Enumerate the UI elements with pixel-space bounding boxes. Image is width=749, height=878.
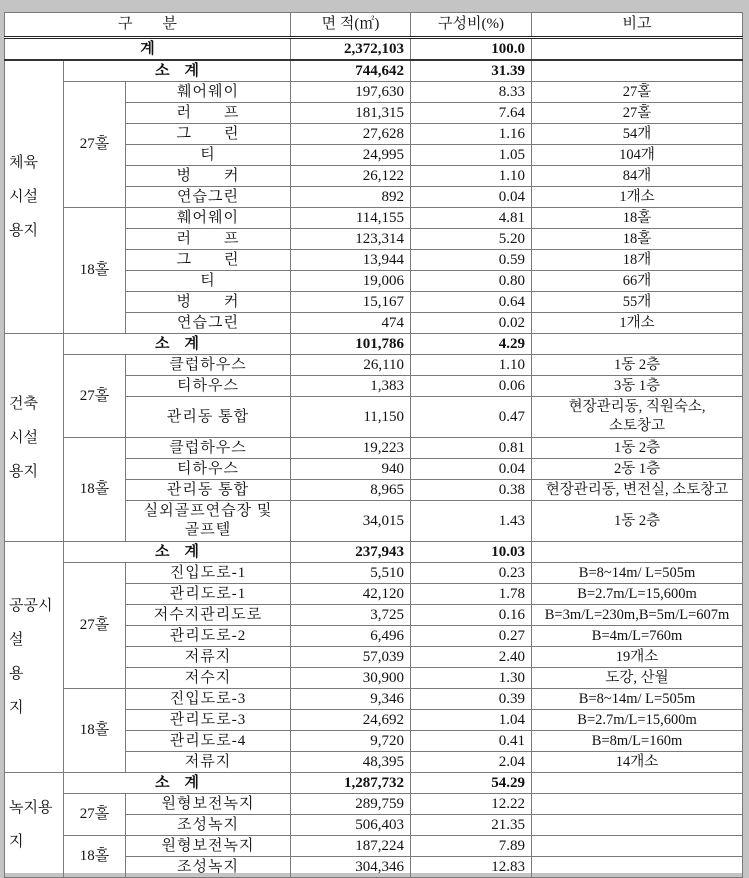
item-pct: 1.16 [411,124,532,145]
item-name: 벙 커 [126,166,291,187]
item-area: 289,759 [291,794,411,815]
group-label: 27홀 [64,82,126,208]
item-area: 26,122 [291,166,411,187]
item-pct: 4.81 [411,208,532,229]
table-row [5,208,743,229]
total-row [5,38,743,61]
item-pct: 1.30 [411,668,532,689]
item-name: 그 린 [126,250,291,271]
item-pct: 12.83 [411,857,532,878]
item-pct: 2.04 [411,752,532,773]
item-name: 저류지 [126,647,291,668]
item-name: 조성녹지 [126,857,291,878]
item-note: 현장관리동, 변전실, 소토창고 [532,480,743,501]
item-name: 관리도로-2 [126,626,291,647]
item-name: 티 [126,271,291,292]
item-area: 474 [291,313,411,334]
item-area: 27,628 [291,124,411,145]
item-pct: 0.02 [411,313,532,334]
item-pct: 1.05 [411,145,532,166]
item-note: 54개 [532,124,743,145]
item-area: 114,155 [291,208,411,229]
subtotal-label: 소 계 [64,60,291,82]
item-name: 저수지 [126,668,291,689]
item-name: 조성녹지 [126,815,291,836]
item-note: B=2.7m/L=15,600m [532,710,743,731]
header-ratio: 구성비(%) [411,13,532,38]
item-name: 관리동 통합 [126,397,291,438]
table-row [5,563,743,584]
item-note: B=2.7m/L=15,600m [532,584,743,605]
item-name: 러 프 [126,103,291,124]
item-area: 5,510 [291,563,411,584]
item-pct: 12.22 [411,794,532,815]
total-label: 계 [5,38,291,61]
item-name: 클럽하우스 [126,355,291,376]
header-row [5,13,743,38]
item-note: 66개 [532,271,743,292]
item-name: 훼어웨이 [126,208,291,229]
item-note: 1개소 [532,313,743,334]
item-note: 1개소 [532,187,743,208]
item-note: 27홀 [532,103,743,124]
item-name: 관리동 통합 [126,480,291,501]
item-name: 진입도로-3 [126,689,291,710]
subtotal-pct: 54.29 [411,773,532,794]
item-area: 123,314 [291,229,411,250]
item-note: B=8~14m/ L=505m [532,563,743,584]
item-name: 원형보전녹지 [126,836,291,857]
item-pct: 0.23 [411,563,532,584]
item-note: 55개 [532,292,743,313]
item-pct: 1.78 [411,584,532,605]
table-row [5,82,743,103]
section-label: 녹지용지 [5,773,64,878]
item-pct: 0.16 [411,605,532,626]
item-name: 러 프 [126,229,291,250]
item-note: 1동 2층 [532,438,743,459]
item-name: 훼어웨이 [126,82,291,103]
item-note: 14개소 [532,752,743,773]
item-name: 저류지 [126,752,291,773]
item-area: 9,346 [291,689,411,710]
table-row [5,794,743,815]
item-pct: 0.41 [411,731,532,752]
item-area: 9,720 [291,731,411,752]
total-pct: 100.0 [411,38,532,61]
item-pct: 21.35 [411,815,532,836]
group-label: 18홀 [64,208,126,334]
section-label: 건축 시설 용지 [5,334,64,542]
item-pct: 0.80 [411,271,532,292]
subtotal-row [5,773,743,794]
item-name: 벙 커 [126,292,291,313]
item-pct: 0.06 [411,376,532,397]
item-name: 티하우스 [126,459,291,480]
item-area: 8,965 [291,480,411,501]
section-label: 공공시설 용 지 [5,542,64,773]
item-name: 원형보전녹지 [126,794,291,815]
item-area: 940 [291,459,411,480]
item-area: 42,120 [291,584,411,605]
item-pct: 7.64 [411,103,532,124]
item-area: 181,315 [291,103,411,124]
group-label: 27홀 [64,563,126,689]
group-label: 27홀 [64,355,126,438]
item-area: 3,725 [291,605,411,626]
item-name: 그 린 [126,124,291,145]
item-pct: 1.04 [411,710,532,731]
item-note: 84개 [532,166,743,187]
item-pct: 0.81 [411,438,532,459]
item-pct: 0.04 [411,187,532,208]
item-note: 18홀 [532,208,743,229]
item-area: 1,383 [291,376,411,397]
subtotal-area: 101,786 [291,334,411,355]
item-area: 57,039 [291,647,411,668]
item-name: 실외골프연습장 및 골프텔 [126,501,291,542]
item-pct: 1.10 [411,355,532,376]
subtotal-note [532,773,743,794]
item-note: B=8~14m/ L=505m [532,689,743,710]
header-division: 구 분 [5,13,291,38]
subtotal-note [532,334,743,355]
item-note: 18홀 [532,229,743,250]
item-note [532,815,743,836]
item-note: B=8m/L=160m [532,731,743,752]
total-note [532,38,743,61]
item-pct: 0.38 [411,480,532,501]
item-area: 24,995 [291,145,411,166]
item-name: 티 [126,145,291,166]
item-note: 104개 [532,145,743,166]
item-pct: 0.64 [411,292,532,313]
item-area: 34,015 [291,501,411,542]
item-pct: 0.39 [411,689,532,710]
item-name: 관리도로-3 [126,710,291,731]
item-note: 2동 1층 [532,459,743,480]
item-name: 저수지관리도로 [126,605,291,626]
subtotal-pct: 10.03 [411,542,532,563]
land-use-table [4,12,743,878]
item-name: 연습그린 [126,187,291,208]
item-note: 3동 1층 [532,376,743,397]
item-pct: 1.43 [411,501,532,542]
subtotal-label: 소 계 [64,773,291,794]
subtotal-row [5,334,743,355]
total-area: 2,372,103 [291,38,411,61]
group-label: 18홀 [64,689,126,773]
item-area: 197,630 [291,82,411,103]
item-name: 클럽하우스 [126,438,291,459]
item-note [532,836,743,857]
item-note: 1동 2층 [532,501,743,542]
item-area: 11,150 [291,397,411,438]
item-pct: 2.40 [411,647,532,668]
item-area: 6,496 [291,626,411,647]
item-note: B=4m/L=760m [532,626,743,647]
subtotal-label: 소 계 [64,334,291,355]
subtotal-pct: 4.29 [411,334,532,355]
group-label: 18홀 [64,438,126,542]
subtotal-area: 1,287,732 [291,773,411,794]
subtotal-note [532,542,743,563]
item-note: 19개소 [532,647,743,668]
header-note: 비고 [532,13,743,38]
item-pct: 0.59 [411,250,532,271]
table-row [5,355,743,376]
item-name: 연습그린 [126,313,291,334]
item-pct: 8.33 [411,82,532,103]
item-pct: 1.10 [411,166,532,187]
section-label: 체육 시설 용지 [5,60,64,334]
item-note: B=3m/L=230m,B=5m/L=607m [532,605,743,626]
group-label: 27홀 [64,794,126,836]
item-pct: 0.47 [411,397,532,438]
item-area: 48,395 [291,752,411,773]
item-name: 티하우스 [126,376,291,397]
item-pct: 7.89 [411,836,532,857]
item-area: 24,692 [291,710,411,731]
item-note: 27홀 [532,82,743,103]
item-note [532,794,743,815]
item-pct: 0.27 [411,626,532,647]
subtotal-area: 237,943 [291,542,411,563]
item-area: 26,110 [291,355,411,376]
table-row [5,836,743,857]
item-area: 304,346 [291,857,411,878]
subtotal-row [5,60,743,82]
item-area: 19,223 [291,438,411,459]
item-area: 13,944 [291,250,411,271]
item-note: 도강, 산월 [532,668,743,689]
item-pct: 5.20 [411,229,532,250]
item-note: 1동 2층 [532,355,743,376]
item-note: 18개 [532,250,743,271]
item-area: 30,900 [291,668,411,689]
item-area: 19,006 [291,271,411,292]
group-label: 18홀 [64,836,126,878]
item-area: 187,224 [291,836,411,857]
item-name: 관리도로-4 [126,731,291,752]
item-area: 892 [291,187,411,208]
subtotal-pct: 31.39 [411,60,532,82]
table-row [5,438,743,459]
item-name: 진입도로-1 [126,563,291,584]
subtotal-label: 소 계 [64,542,291,563]
item-area: 15,167 [291,292,411,313]
subtotal-note [532,60,743,82]
item-note [532,857,743,878]
table-row [5,689,743,710]
subtotal-area: 744,642 [291,60,411,82]
land-use-table-container [4,12,742,873]
item-pct: 0.04 [411,459,532,480]
item-name: 관리도로-1 [126,584,291,605]
header-area: 면 적(㎡) [291,13,411,38]
item-note: 현장관리동, 직원숙소, 소토창고 [532,397,743,438]
subtotal-row [5,542,743,563]
item-area: 506,403 [291,815,411,836]
